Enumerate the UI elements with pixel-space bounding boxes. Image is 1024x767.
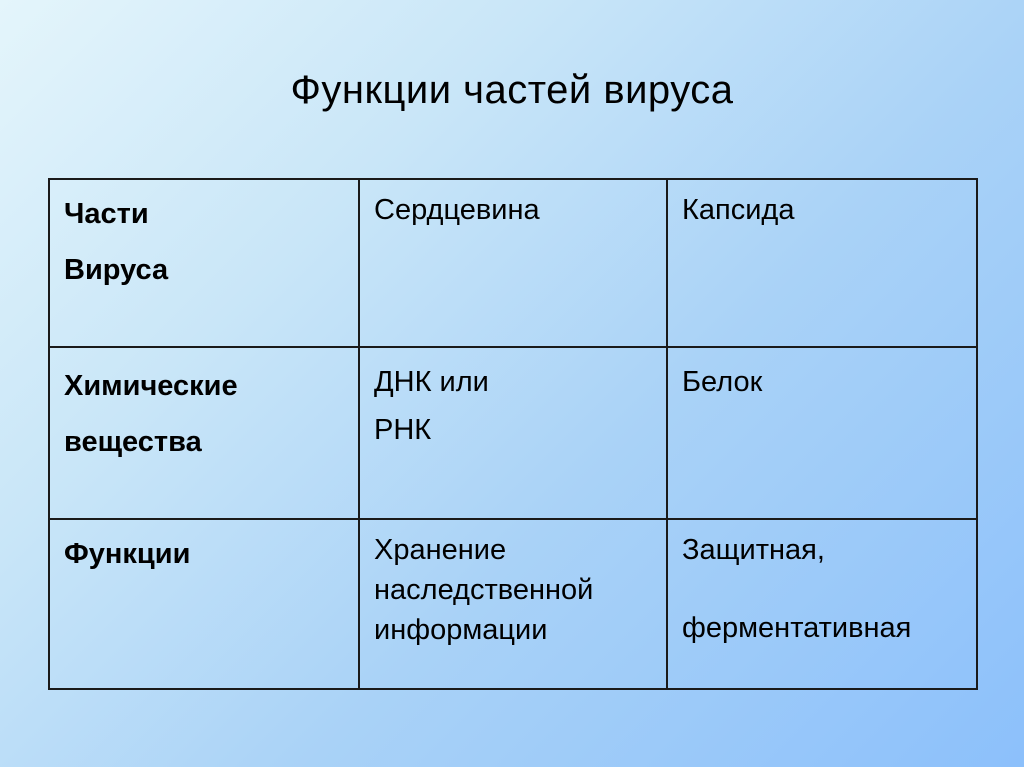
cell-capsid-functions: Защитная, ферментативная: [667, 519, 977, 689]
slide-title: Функции частей вируса: [290, 68, 734, 112]
cell-core-chemicals: ДНК или РНК: [359, 347, 667, 519]
cell-capsid: Капсида: [667, 179, 977, 347]
row-header-chemicals: Химические вещества: [49, 347, 359, 519]
cell-capsid-chemicals: Белок: [667, 347, 977, 519]
table-row-parts: [49, 179, 977, 347]
row-header-functions: Функции: [49, 519, 359, 689]
virus-parts-table: [48, 178, 978, 690]
row-header-parts: Части Вируса: [49, 179, 359, 347]
table-row-functions: [49, 519, 977, 689]
cell-core-functions: Хранение наследственной информации: [359, 519, 667, 689]
table-row-chemicals: [49, 347, 977, 519]
cell-core: Сердцевина: [359, 179, 667, 347]
